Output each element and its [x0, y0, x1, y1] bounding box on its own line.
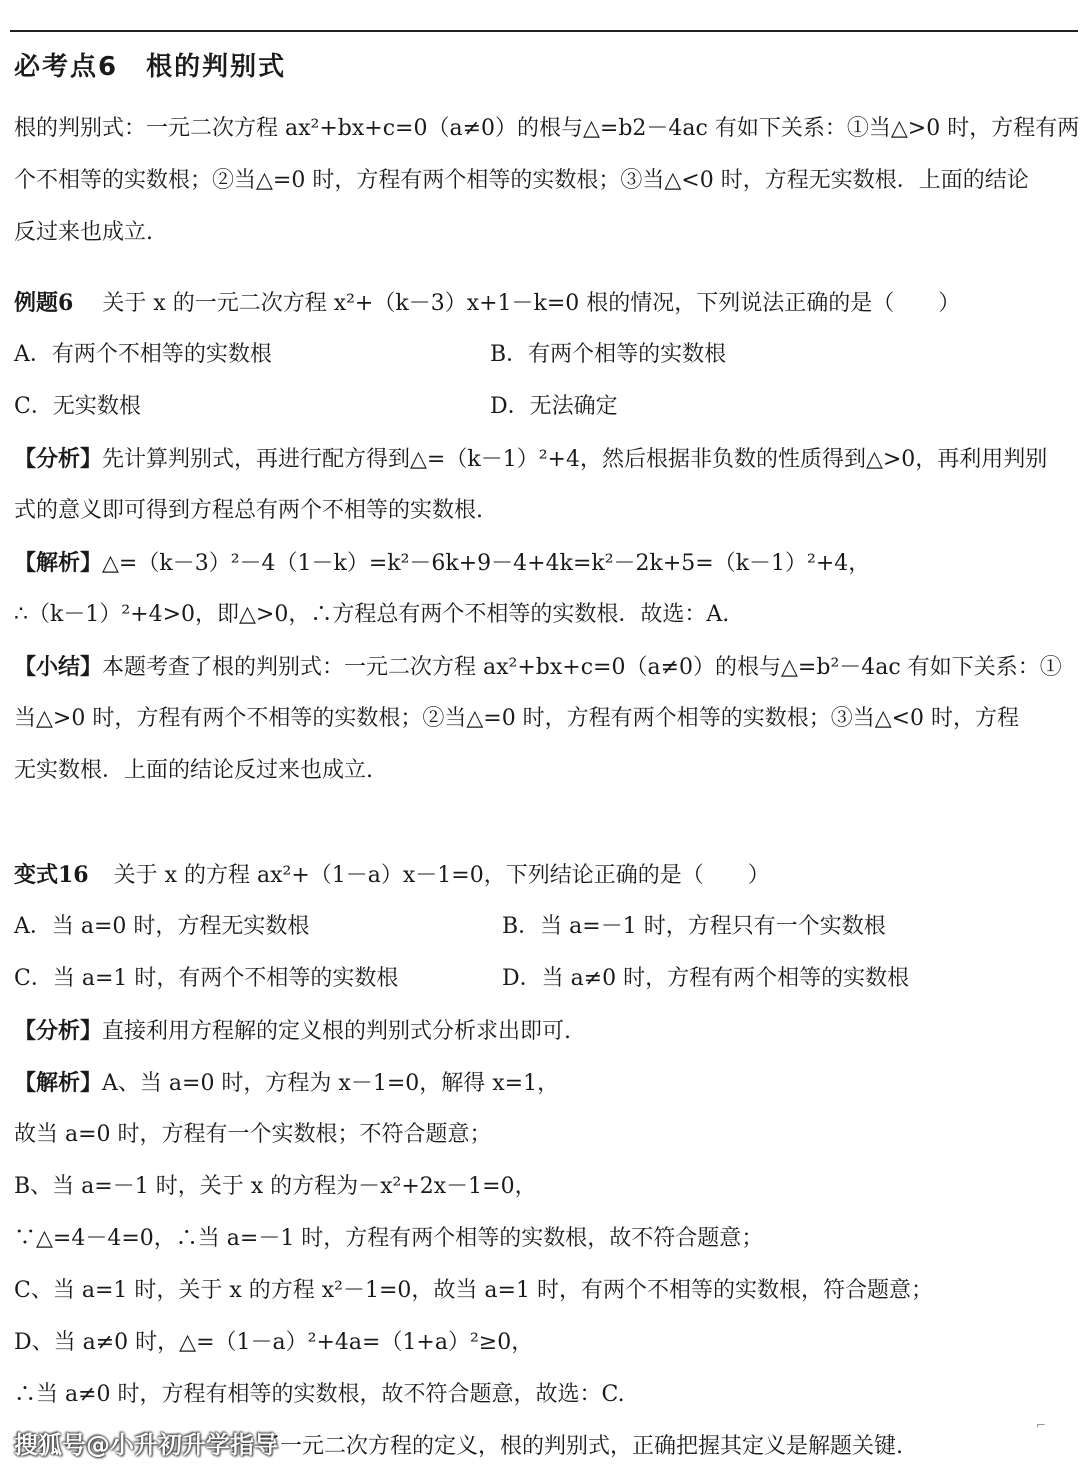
corner-mark-icon: ⌐: [1036, 1418, 1047, 1432]
example-option-c: C．无实数根: [14, 394, 141, 419]
example-option-b: B．有两个相等的实数根: [490, 342, 727, 367]
example-analysis-line-1: 先计算判别式，再进行配方得到△=（k－1）²+4，然后根据非负数的性质得到△>0，再利用判别: [102, 447, 1048, 472]
example-solution-row: [14, 548, 870, 579]
section-title: 必考点6 根的判别式: [14, 52, 287, 82]
intro-line-2: 个不相等的实数根；②当△=0 时，方程有两个相等的实数根；③当△<0 时，方程无实数根．上面的结论: [14, 168, 1029, 193]
example-solution-line-1: △=（k－3）²－4（1－k）=k²－6k+9－4+4k=k²－2k+5=（k－1）²+4，: [102, 551, 871, 576]
example-analysis-line-2: 式的意义即可得到方程总有两个不相等的实数根.: [14, 498, 483, 523]
variant-label: 变式16: [14, 862, 89, 888]
variant-option-d: D．当 a≠0 时，方程有两个相等的实数根: [502, 966, 910, 991]
example-summary-line-1: 本题考查了根的判别式：一元二次方程 ax²+bx+c=0（a≠0）的根与△=b²－4ac 有如下关系：①: [102, 655, 1062, 680]
example-option-d: D．无法确定: [490, 394, 618, 419]
variant-solution-line-3: ∵△=4－4=0，∴当 a=－1 时，方程有两个相等的实数根，故不符合题意；: [14, 1226, 764, 1251]
example-summary-line-3: 无实数根．上面的结论反过来也成立.: [14, 758, 373, 783]
variant-solution-first: A、当 a=0 时，方程为 x－1=0，解得 x=1，: [102, 1071, 560, 1096]
top-rule: [10, 30, 1078, 32]
example-analysis-label: 【分析】: [14, 446, 103, 472]
example-option-a: A．有两个不相等的实数根: [14, 342, 272, 367]
variant-solution-row: [14, 1068, 559, 1099]
variant-option-a: A．当 a=0 时，方程无实数根: [14, 914, 310, 939]
example-summary-label: 【小结】: [14, 654, 103, 680]
variant-solution-line-4: C、当 a=1 时，关于 x 的方程 x²－1=0，故当 a=1 时，有两个不相等的实数根，符合题意；: [14, 1278, 933, 1303]
variant-option-c: C．当 a=1 时，有两个不相等的实数根: [14, 966, 399, 991]
example-summary-line-2: 当△>0 时，方程有两个不相等的实数根；②当△=0 时，方程有两个相等的实数根；③当△<0 时，方程: [14, 706, 1020, 731]
variant-analysis-text: 直接利用方程解的定义根的判别式分析求出即可.: [102, 1019, 572, 1044]
variant-solution-label: 【解析】: [14, 1070, 103, 1096]
variant-analysis-label: 【分析】: [14, 1018, 103, 1044]
variant-solution-line-6: ∴当 a≠0 时，方程有相等的实数根，故不符合题意，故选：C.: [14, 1382, 625, 1407]
watermark: 搜狐号@小升初升学指导: [14, 1431, 278, 1459]
intro-line-1: 根的判别式：一元二次方程 ax²+bx+c=0（a≠0）的根与△=b2－4ac 有如下关系：①当△>0 时，方程有两: [14, 116, 1080, 141]
variant-last-line-tail: 了一元二次方程的定义，根的判别式，正确把握其定义是解题关键.: [258, 1434, 903, 1459]
intro-line-3: 反过来也成立.: [14, 220, 153, 245]
example-analysis-row: [14, 444, 1047, 475]
variant-solution-line-2: B、当 a=－1 时，关于 x 的方程为－x²+2x－1=0，: [14, 1174, 537, 1199]
variant-solution-line-5: D、当 a≠0 时，△=（1－a）²+4a=（1+a）²≥0，: [14, 1330, 534, 1355]
example-question-row: [14, 288, 960, 319]
example-label: 例题6: [14, 290, 74, 316]
example-solution-label: 【解析】: [14, 550, 103, 576]
example-question: 关于 x 的一元二次方程 x²+（k－3）x+1－k=0 根的情况，下列说法正确的是（ ）: [102, 291, 961, 316]
variant-question-row: [14, 860, 770, 891]
variant-question: 关于 x 的方程 ax²+（1－a）x－1=0，下列结论正确的是（ ）: [113, 863, 770, 888]
variant-analysis-row: [14, 1016, 571, 1047]
example-summary-row: [14, 652, 1062, 683]
example-solution-line-2: ∴（k－1）²+4>0，即△>0，∴方程总有两个不相等的实数根．故选：A.: [14, 602, 730, 627]
variant-solution-line-1: 故当 a=0 时，方程有一个实数根；不符合题意；: [14, 1122, 492, 1147]
variant-option-b: B．当 a=－1 时，方程只有一个实数根: [502, 914, 886, 939]
